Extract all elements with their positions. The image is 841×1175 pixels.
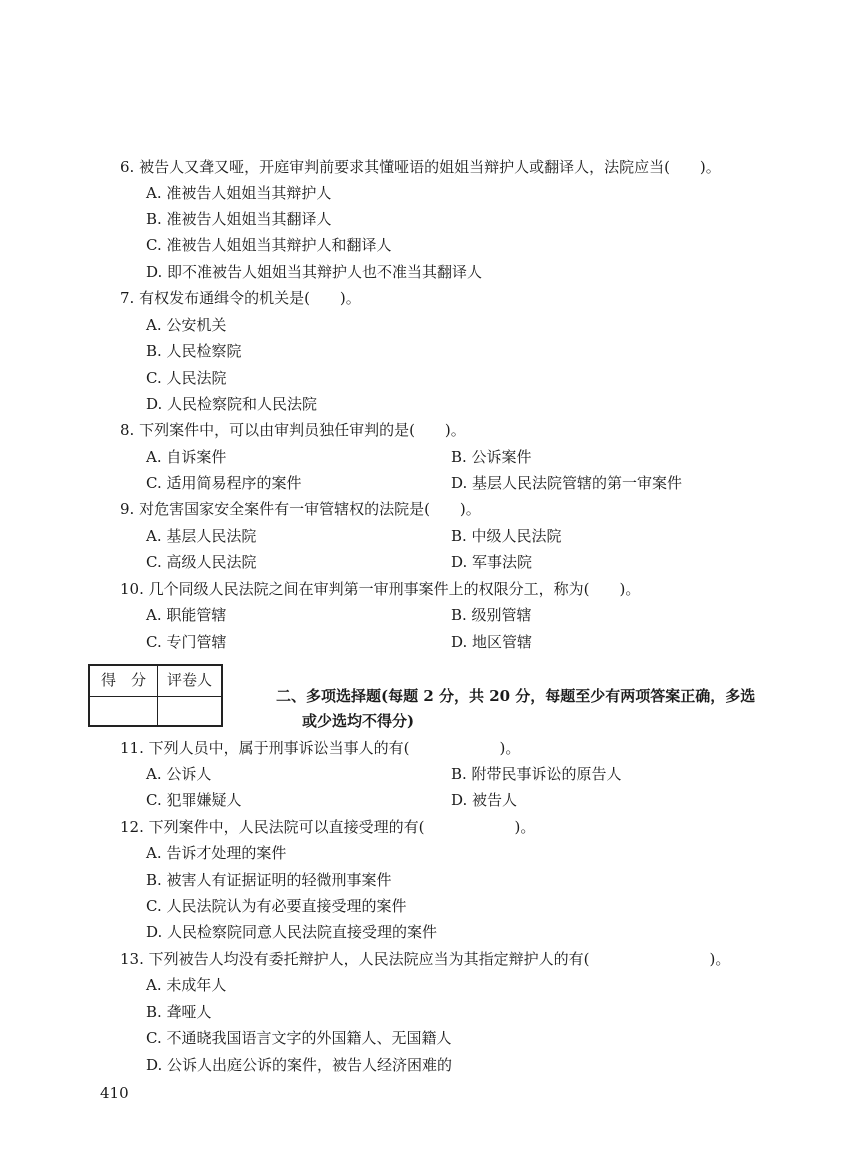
question-10-option-c: C. 专门管辖 (146, 633, 227, 651)
question-12-stem: 12. 下列案件中，人民法院可以直接受理的有( )。 (120, 818, 536, 836)
section-2-title-cont: 或少选均不得分) (302, 712, 415, 730)
question-12-option-b: B. 被害人有证据证明的轻微刑事案件 (146, 871, 392, 889)
question-9-stem: 9. 对危害国家安全案件有一审管辖权的法院是( )。 (120, 500, 481, 518)
question-13-option-b: B. 聋哑人 (146, 1003, 212, 1021)
question-11-option-c: C. 犯罪嫌疑人 (146, 791, 242, 809)
question-9-option-c: C. 高级人民法院 (146, 553, 257, 571)
question-13-option-c: C. 不通晓我国语言文字的外国籍人、无国籍人 (146, 1029, 452, 1047)
question-10-option-a: A. 职能管辖 (146, 606, 227, 624)
question-13-option-a: A. 未成年人 (146, 976, 227, 994)
question-8-option-b: B. 公诉案件 (451, 448, 532, 466)
question-9-option-d: D. 军事法院 (451, 553, 533, 571)
question-13-stem: 13. 下列被告人均没有委托辩护人，人民法院应当为其指定辩护人的有( )。 (120, 950, 731, 968)
question-7-option-d: D. 人民检察院和人民法院 (146, 395, 318, 413)
question-9-option-a: A. 基层人民法院 (146, 527, 257, 545)
question-9-option-b: B. 中级人民法院 (451, 527, 562, 545)
score-box-row-divider (90, 696, 221, 697)
question-6-option-b: B. 准被告人姐姐当其翻译人 (146, 210, 332, 228)
question-11-option-a: A. 公诉人 (146, 765, 212, 783)
grader-label: 评卷人 (166, 671, 212, 689)
question-7-option-a: A. 公安机关 (146, 316, 227, 334)
question-13-option-d: D. 公诉人出庭公诉的案件，被告人经济困难的 (146, 1056, 453, 1074)
question-7-option-c: C. 人民法院 (146, 369, 227, 387)
question-12-option-a: A. 告诉才处理的案件 (146, 844, 287, 862)
question-10-option-b: B. 级别管辖 (451, 606, 532, 624)
question-8-option-d: D. 基层人民法院管辖的第一审案件 (451, 474, 683, 492)
question-6-option-d: D. 即不准被告人姐姐当其辩护人也不准当其翻译人 (146, 263, 483, 281)
score-box (88, 664, 223, 727)
question-8-stem: 8. 下列案件中，可以由审判员独任审判的是( )。 (120, 421, 466, 439)
page-number: 410 (100, 1084, 129, 1102)
question-11-stem: 11. 下列人员中，属于刑事诉讼当事人的有( )。 (120, 739, 521, 757)
question-10-stem: 10. 几个同级人民法院之间在审判第一审刑事案件上的权限分工，称为( )。 (120, 580, 641, 598)
question-8-option-a: A. 自诉案件 (146, 448, 227, 466)
question-7-option-b: B. 人民检察院 (146, 342, 242, 360)
section-2-title: 二、多项选择题(每题 2 分，共 20 分，每题至少有两项答案正确，多选 (276, 687, 756, 705)
question-7-stem: 7. 有权发布通缉令的机关是( )。 (120, 289, 361, 307)
question-6-option-c: C. 准被告人姐姐当其辩护人和翻译人 (146, 236, 392, 254)
question-12-option-c: C. 人民法院认为有必要直接受理的案件 (146, 897, 407, 915)
question-6-option-a: A. 准被告人姐姐当其辩护人 (146, 184, 332, 202)
question-12-option-d: D. 人民检察院同意人民法院直接受理的案件 (146, 923, 438, 941)
question-10-option-d: D. 地区管辖 (451, 633, 533, 651)
question-6-stem: 6. 被告人又聋又哑，开庭审判前要求其懂哑语的姐姐当辩护人或翻译人，法院应当( )。 (120, 158, 721, 176)
question-11-option-b: B. 附带民事诉讼的原告人 (451, 765, 622, 783)
score-label: 得 分 (100, 671, 146, 689)
question-11-option-d: D. 被告人 (451, 791, 518, 809)
question-8-option-c: C. 适用简易程序的案件 (146, 474, 302, 492)
